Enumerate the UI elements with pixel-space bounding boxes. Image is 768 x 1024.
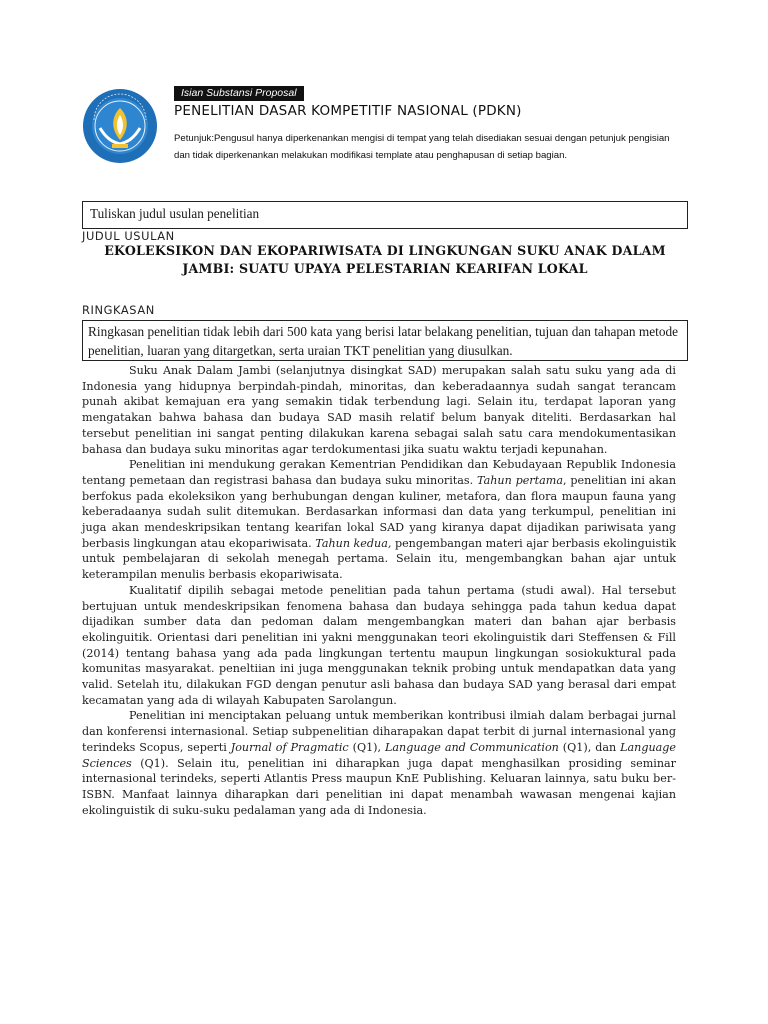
instructions-text: Petunjuk:Pengusul hanya diperkenankan mengisi di tempat yang telah disediakan sesuai dengan petunjuk pengisian dan tidak diperkenankan melakukan modifikasi template atau penghapusan di setiap bagian. bbox=[174, 133, 670, 161]
document-title: PENELITIAN DASAR KOMPETITIF NASIONAL (PDKN) bbox=[174, 103, 522, 119]
section-tag: Isian Substansi Proposal bbox=[174, 86, 304, 101]
paragraph-1: Suku Anak Dalam Jambi (selanjutnya disingkat SAD) merupakan salah satu suku yang ada di Indonesia yang hidupnya berpindah-pindah, minoritas, dan keberadaannya sudah sangat terancam punah akibat kemajuan era yang semakin tidak terbendung lagi. Selain itu, terdapat laporan yang mengatakan bahwa bahasa dan budaya SAD masih relatif belum banyak diteliti. Berdasarkan hal tersebut penelitian ini sangat penting dilakukan karena sebagai salah satu cara mendokumentasikan bahasa dan budaya suku minoritas agar terdokumentasi jika suatu waktu terjadi kepunahan. bbox=[82, 364, 676, 456]
summary-prompt-text: Ringkasan penelitian tidak lebih dari 500 kata yang berisi latar belakang penelitian, tujuan dan tahapan metode penelitian, luaran yang ditargetkan, serta uraian TKT penelitian yang diusulkan. bbox=[88, 324, 679, 358]
proposal-header bbox=[82, 86, 682, 166]
summary-prompt-box bbox=[82, 320, 688, 361]
paragraph-4: Penelitian ini menciptakan peluang untuk memberikan kontribusi ilmiah dalam berbagai jurnal dan konferensi internasional. Setiap subpenelitian diharapakan dapat terbit di jurnal internasional yang terindeks Scopus, seperti Journal of Pragmatic (Q1), Language and Communication (Q1), dan Language Sciences (Q1). Selain itu, penelitian ini diharapkan juga dapat menghasilkan prosiding seminar internasional terindeks, seperti Atlantis Press maupun KnE Publishing. Keluaran lainnya, satu buku ber-ISBN. Manfaat lainnya diharapkan dari penelitian ini dapat menambah wawasan mengenai kajian ekolinguistik di suku-suku pedalaman yang ada di Indonesia. bbox=[82, 709, 677, 817]
proposal-title-line-2: JAMBI: SUATU UPAYA PELESTARIAN KEARIFAN LOKAL bbox=[182, 261, 588, 276]
paragraph-3: Kualitatif dipilih sebagai metode penelitian pada tahun pertama (studi awal). Hal tersebut bertujuan untuk mendeskripsikan fenomena bahasa dan budaya sehingga pada tahun kedua dapat dijadikan sumber data dan pedoman dalam mengembangkan materi dan bahan ajar berbasis ekolinguitik. Orientasi dari penelitian ini yakni menggunakan teori ekolinguistik dari Steffensen & Fill (2014) tentang bahasa yang ada pada lingkungan tertentu maupun lingkungan sosiokuktural pada komunitas masyarakat. peneltiian ini juga menggunakan teknik probing untuk mendapatkan data yang valid. Setelah itu, dilakukan FGD dengan penutur asli bahasa dan budaya SAD yang berasal dari empat kecamatan yang ada di wilayah Kabupaten Sarolangun. bbox=[82, 583, 676, 707]
paragraph-2: Penelitian ini mendukung gerakan Kementrian Pendidikan dan Kebudayaan Republik Indonesia tentang pemetaan dan registrasi bahasa dan budaya suku minoritas. Tahun pertama, penelitian ini akan berfokus pada ekoleksikon yang berhubungan dengan kuliner, metafora, dan flora maupun fauna yang keberadaanya sudah sulit ditemukan. Berdasarkan informasi dan data yang terkumpul, penelitian ini juga akan mendeskripsikan tentang kearifan lokal SAD yang kiranya dapat dijadikan pariwisata yang berbasis lingkungan atau ekopariwisata. Tahun kedua, pengembangan materi ajar berbasis ekolinguistik untuk pembelajaran di sekolah menegah pertama. Selain itu, mengembangkan bahan ajar untuk keterampilan menulis berbasis ekopariwisata. bbox=[82, 458, 677, 582]
ringkasan-label: RINGKASAN bbox=[82, 303, 155, 317]
tut-wuri-handayani-logo-icon bbox=[82, 88, 158, 164]
summary-body bbox=[82, 363, 676, 818]
proposal-title bbox=[82, 242, 688, 278]
title-prompt-box bbox=[82, 201, 688, 229]
proposal-title-line-1: EKOLEKSIKON DAN EKOPARIWISATA DI LINGKUNGAN SUKU ANAK DALAM bbox=[104, 243, 666, 258]
judul-usulan-label: JUDUL USULAN bbox=[82, 229, 175, 243]
title-prompt-text: Tuliskan judul usulan penelitian bbox=[90, 206, 260, 221]
